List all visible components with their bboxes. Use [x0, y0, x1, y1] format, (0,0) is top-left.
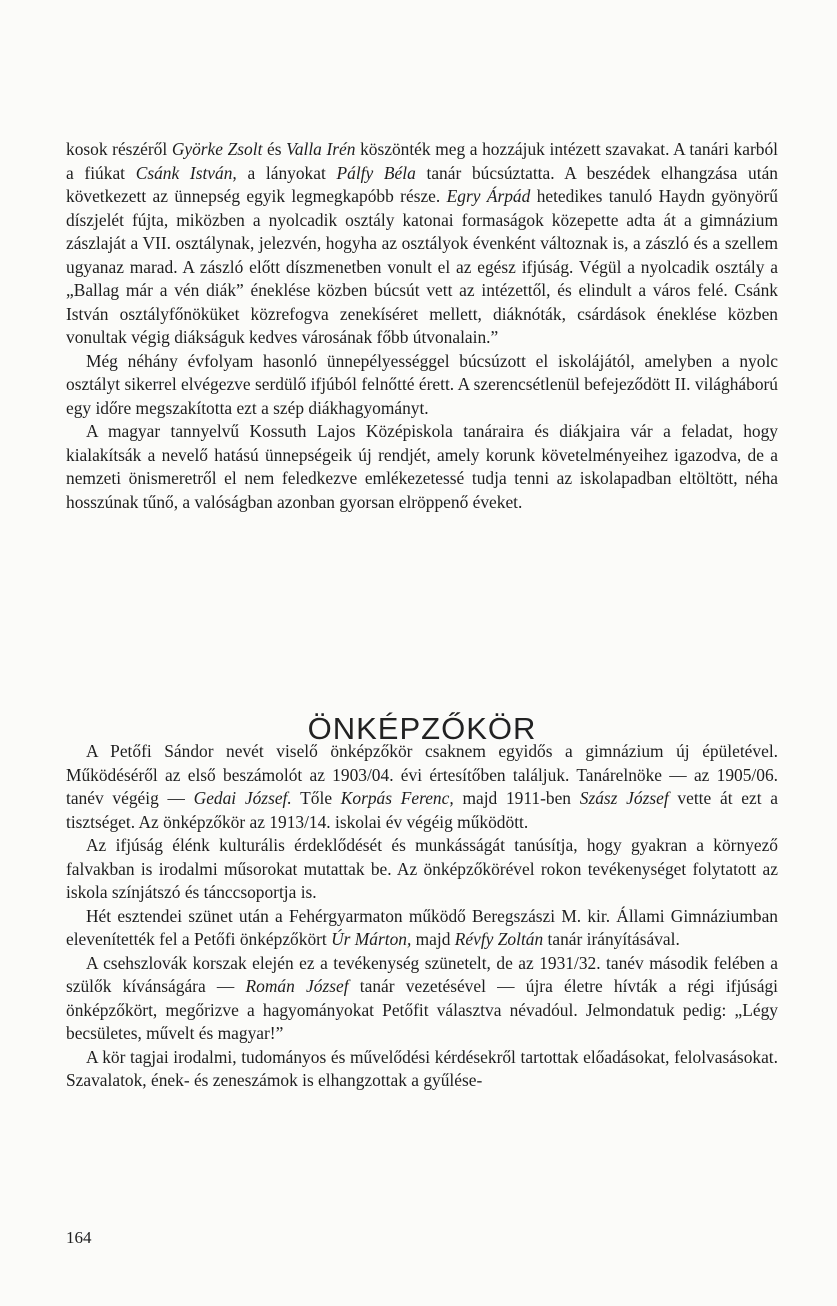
person-name: Györke Zsolt: [171, 139, 263, 159]
person-name: Gedai József.: [193, 788, 292, 808]
paragraph: [66, 138, 778, 350]
text-run: A csehszlovák korszak elején ez a tevékenység szünetelt, de az 1931/32. tanév második felében a szülők kívánságára —: [66, 952, 778, 996]
paragraph: [66, 350, 778, 421]
text-run: tanár irányításával.: [543, 929, 680, 949]
body-text-section-1: [66, 138, 778, 514]
text-run: vette át ezt a tisztséget. Az önképzőkör az 1913/14. iskolai év végéig működött.: [66, 788, 778, 832]
person-name: Egry Árpád: [446, 186, 531, 206]
page-number: 164: [66, 1228, 92, 1247]
text-run: hetedikes tanuló Haydn gyönyörű díszjelét fújta, miközben a nyolcadik osztály katonai formaságok közepette adta át a gimnázium zászlaját a VII. osztálynak, jelezvén, hogyha az osztályok évenként változnak is, a zászló és a szellem ugyanaz marad. A zászló előtt díszmenetben vonult el az egész ifjúság. Végül a nyolcadik osztály a „Ballag már a vén diák” éneklése közben búcsút vett az intézettől, és elindult a város felé. Csánk István osztályfőnöküket közrefogva zenekíséret mellett, diáknóták, csárdások éneklése közben vonultak végig diákságuk kedves városának főbb útvonalain.”: [66, 186, 778, 347]
body-text-section-2: [66, 740, 778, 1093]
person-name: Korpás Ferenc,: [340, 788, 454, 808]
paragraph: [66, 1046, 778, 1093]
text-run: kosok részéről: [66, 139, 172, 159]
text-run: A kör tagjai irodalmi, tudományos és művelődési kérdésekről tartottak előadásokat, felolvasásokat. Szavalatok, ének- és zeneszámok is elhangzottak a gyűlése-: [66, 1046, 778, 1090]
paragraph: [66, 740, 778, 834]
text-run: köszönték meg a hozzájuk intézett szavakat. A tanári karból a fiúkat: [66, 139, 778, 183]
person-name: Román József: [245, 976, 349, 996]
person-name: Szász József: [579, 788, 669, 808]
person-name: Valla Irén: [286, 139, 356, 159]
text-run: Még néhány évfolyam hasonló ünnepélyességgel búcsúzott el iskolájától, amelyben a nyolc osztályt sikerrel elvégezve serdülő ifjúból felnőtté érett. A szerencsétlenül befejeződött II. világháború egy időre megszakította ezt a szép diákhagyományt.: [66, 350, 778, 418]
text-run: a lányokat: [236, 162, 337, 183]
text-run: tanár vezetésével — újra életre hívták a régi ifjúsági önképzőkört, megőrizve a hagyományokat Petőfit választva névadóul. Jelmondatuk pedig: „Légy becsületes, művelt és magyar!”: [66, 976, 778, 1043]
paragraph: [66, 952, 778, 1046]
person-name: Pálfy Béla: [336, 162, 416, 183]
text-run: Az ifjúság élénk kulturális érdeklődését és munkásságát tanúsítja, hogy gyakran a környező falvakban is irodalmi műsorokat mutattak be. Az önképzőkörével rokon tevékenységet folytatott az iskola színjátszó és tánccsoportja is.: [66, 835, 778, 902]
paragraph: [66, 834, 778, 905]
text-run: majd 1911-ben: [453, 788, 580, 808]
paragraph: [66, 420, 778, 514]
text-run: Tőle: [291, 788, 341, 808]
text-run: tanár búcsúztatta. A beszédek elhangzása után következett az ünnepség egyik legmegkapóbb része.: [66, 162, 778, 206]
text-run: A magyar tannyelvű Kossuth Lajos Középiskola tanáraira és diákjaira vár a feladat, hogy kialakítsák a nevelő hatású ünnepségeik új rendjét, amely korunk követelményeihez igazodva, de a nemzeti önismeretről el nem feledkezve emlékezetessé tudja tenni az iskolapadban eltöltött, néha hosszúnak tűnő, a valóságban azonban gyorsan elröppenő éveket.: [66, 421, 778, 512]
person-name: Csánk István,: [135, 162, 237, 183]
text-run: és: [262, 139, 287, 159]
section-heading: ÖNKÉPZŐKÖR: [307, 710, 537, 746]
paragraph: [66, 905, 778, 952]
text-run: A Petőfi Sándor nevét viselő önképzőkör csaknem egyidős a gimnázium új épületével. Működéséről az első beszámolót az 1903/04. évi értesítőben találjuk. Tanárelnöke — az 1905/06. tanév végéig —: [66, 741, 778, 808]
text-run: majd: [411, 929, 455, 949]
person-name: Úr Márton,: [331, 929, 412, 949]
text-run: Hét esztendei szünet után a Fehérgyarmaton működő Beregszászi M. kir. Állami Gimnáziumban elevenítették fel a Petőfi önképzőkört: [66, 905, 778, 949]
person-name: Révfy Zoltán: [454, 929, 544, 949]
